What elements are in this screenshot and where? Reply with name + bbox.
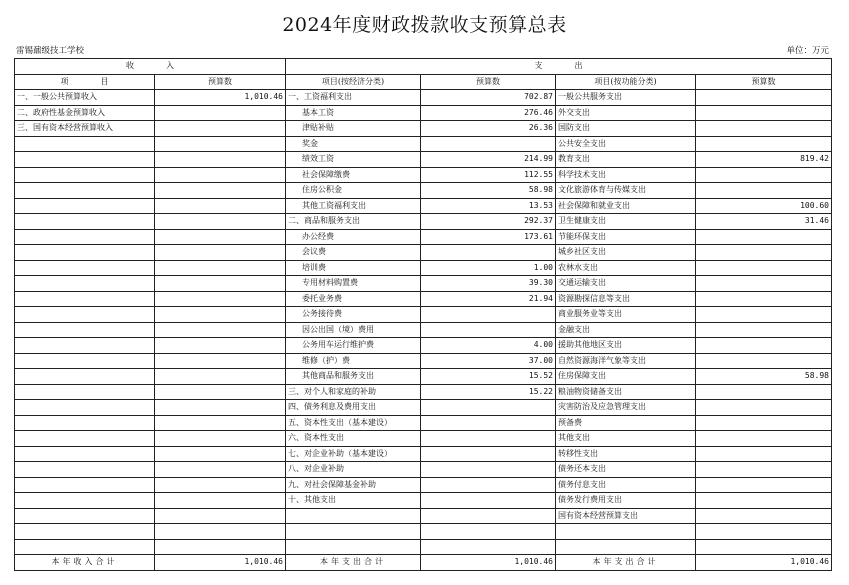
func-item-cell: 社会保障和就业支出	[556, 198, 696, 214]
income-amount-cell	[155, 229, 286, 245]
table-row	[15, 167, 832, 183]
income-amount-cell	[155, 524, 286, 540]
func-item-cell: 转移性支出	[556, 446, 696, 462]
econ-amount-cell: 276.46	[421, 105, 556, 121]
econ-item-cell: 委托业务费	[286, 291, 421, 307]
table-row	[15, 338, 832, 354]
econ-amount-cell: 15.22	[421, 384, 556, 400]
econ-amount-cell	[421, 493, 556, 509]
income-item-cell	[15, 384, 155, 400]
econ-amount-cell: 21.94	[421, 291, 556, 307]
func-item-cell: 节能环保支出	[556, 229, 696, 245]
econ-item-cell: 绩效工资	[286, 152, 421, 168]
func-amount-cell	[696, 121, 832, 137]
econ-amount-cell: 37.00	[421, 353, 556, 369]
func-amount-cell: 819.42	[696, 152, 832, 168]
table-row	[15, 446, 832, 462]
table-row	[15, 322, 832, 338]
econ-amount-cell: 39.30	[421, 276, 556, 292]
unit-label: 单位：万元	[786, 46, 829, 56]
income-total-label: 本年收入合计	[15, 555, 155, 571]
econ-item-cell: 因公出国（境）费用	[286, 322, 421, 338]
income-item-cell	[15, 524, 155, 540]
table-row	[15, 307, 832, 323]
income-amount-cell	[155, 353, 286, 369]
income-amount-cell	[155, 369, 286, 385]
income-item-cell	[15, 214, 155, 230]
func-item-cell: 交通运输支出	[556, 276, 696, 292]
econ-amount-cell	[421, 462, 556, 478]
income-item-cell	[15, 400, 155, 416]
econ-amount-cell	[421, 524, 556, 540]
econ-item-cell	[286, 539, 421, 555]
func-amount-header: 预算数	[696, 74, 832, 90]
econ-item-cell: 维修（护）费	[286, 353, 421, 369]
econ-item-cell: 其他商品和服务支出	[286, 369, 421, 385]
income-amount-cell	[155, 384, 286, 400]
func-amount-cell	[696, 353, 832, 369]
econ-amount-cell	[421, 307, 556, 323]
econ-amount-cell	[421, 400, 556, 416]
func-item-cell: 外交支出	[556, 105, 696, 121]
income-amount-cell	[155, 121, 286, 137]
table-row	[15, 276, 832, 292]
income-amount-cell	[155, 245, 286, 261]
table-row	[15, 539, 832, 555]
income-amount-cell	[155, 307, 286, 323]
func-item-cell: 灾害防治及应急管理支出	[556, 400, 696, 416]
income-amount-cell	[155, 539, 286, 555]
income-item-cell	[15, 369, 155, 385]
func-amount-cell	[696, 508, 832, 524]
income-item-cell	[15, 183, 155, 199]
income-amount-cell	[155, 183, 286, 199]
income-total-amount: 1,010.46	[155, 555, 286, 571]
econ-item-cell	[286, 508, 421, 524]
econ-item-cell: 八、对企业补助	[286, 462, 421, 478]
func-item-cell: 自然资源海洋气象等支出	[556, 353, 696, 369]
func-amount-cell: 31.46	[696, 214, 832, 230]
income-item-cell: 二、政府性基金预算收入	[15, 105, 155, 121]
income-item-cell	[15, 431, 155, 447]
header-info-row	[14, 40, 831, 58]
econ-item-cell: 住房公积金	[286, 183, 421, 199]
func-amount-cell	[696, 477, 832, 493]
econ-amount-cell: 15.52	[421, 369, 556, 385]
econ-amount-cell	[421, 539, 556, 555]
econ-amount-cell: 1.00	[421, 260, 556, 276]
table-row	[15, 214, 832, 230]
income-item-cell	[15, 260, 155, 276]
income-amount-cell	[155, 198, 286, 214]
econ-amount-cell: 26.36	[421, 121, 556, 137]
income-item-cell	[15, 136, 155, 152]
income-amount-cell	[155, 493, 286, 509]
table-row	[15, 245, 832, 261]
func-amount-cell	[696, 338, 832, 354]
table-row	[15, 462, 832, 478]
income-item-cell	[15, 415, 155, 431]
func-amount-cell	[696, 400, 832, 416]
table-row	[15, 400, 832, 416]
table-row	[15, 198, 832, 214]
func-amount-cell	[696, 493, 832, 509]
income-amount-cell	[155, 462, 286, 478]
econ-amount-cell	[421, 446, 556, 462]
func-total-label: 本年支出合计	[556, 555, 696, 571]
econ-item-cell: 专用材料购置费	[286, 276, 421, 292]
econ-amount-cell: 173.61	[421, 229, 556, 245]
organization-name: 雷锡鼐级技工学校	[16, 46, 85, 56]
econ-amount-cell	[421, 431, 556, 447]
page-title: 2024年度财政拨款收支预算总表	[282, 14, 567, 36]
income-item-cell	[15, 245, 155, 261]
table-row	[15, 183, 832, 199]
func-amount-cell	[696, 245, 832, 261]
income-item-cell	[15, 198, 155, 214]
income-amount-cell	[155, 508, 286, 524]
econ-amount-cell	[421, 477, 556, 493]
income-amount-cell	[155, 152, 286, 168]
table-row	[15, 415, 832, 431]
econ-item-cell: 七、对企业补助（基本建设）	[286, 446, 421, 462]
func-amount-cell	[696, 276, 832, 292]
econ-item-cell: 五、资本性支出（基本建设）	[286, 415, 421, 431]
func-amount-cell	[696, 415, 832, 431]
income-item-cell	[15, 167, 155, 183]
econ-amount-header: 预算数	[421, 74, 556, 90]
func-amount-cell	[696, 307, 832, 323]
table-row	[15, 493, 832, 509]
func-amount-cell	[696, 524, 832, 540]
func-amount-cell	[696, 291, 832, 307]
income-item-cell	[15, 353, 155, 369]
income-amount-cell	[155, 400, 286, 416]
func-item-cell: 金融支出	[556, 322, 696, 338]
econ-item-cell: 六、资本性支出	[286, 431, 421, 447]
income-item-cell	[15, 291, 155, 307]
func-item-cell: 国有资本经营预算支出	[556, 508, 696, 524]
econ-item-cell: 津贴补贴	[286, 121, 421, 137]
func-item-cell: 一般公共服务支出	[556, 90, 696, 106]
table-row	[15, 136, 832, 152]
income-item-cell	[15, 462, 155, 478]
income-amount-cell	[155, 291, 286, 307]
column-header-row	[15, 74, 832, 90]
income-amount-cell	[155, 415, 286, 431]
func-amount-cell: 100.60	[696, 198, 832, 214]
func-amount-cell: 58.98	[696, 369, 832, 385]
econ-total-amount: 1,010.46	[421, 555, 556, 571]
totals-row	[15, 555, 832, 571]
table-body	[15, 90, 832, 555]
income-item-cell	[15, 508, 155, 524]
econ-item-cell: 四、债务利息及费用支出	[286, 400, 421, 416]
income-item-cell	[15, 152, 155, 168]
table-row	[15, 431, 832, 447]
func-item-cell: 资源勘探信息等支出	[556, 291, 696, 307]
func-amount-cell	[696, 167, 832, 183]
econ-item-cell: 会议费	[286, 245, 421, 261]
income-item-header: 项 目	[15, 74, 155, 90]
income-item-cell	[15, 276, 155, 292]
econ-amount-cell: 292.37	[421, 214, 556, 230]
econ-amount-cell: 13.53	[421, 198, 556, 214]
income-amount-cell	[155, 431, 286, 447]
table-row	[15, 384, 832, 400]
econ-item-cell: 其他工资福利支出	[286, 198, 421, 214]
func-item-cell: 粮油物资储备支出	[556, 384, 696, 400]
table-row	[15, 229, 832, 245]
econ-item-cell: 基本工资	[286, 105, 421, 121]
econ-amount-cell	[421, 322, 556, 338]
income-amount-cell	[155, 105, 286, 121]
income-section-header: 收 入	[15, 59, 286, 75]
func-item-cell: 国防支出	[556, 121, 696, 137]
econ-item-cell: 培训费	[286, 260, 421, 276]
income-amount-cell	[155, 338, 286, 354]
income-amount-cell	[155, 214, 286, 230]
income-item-cell: 三、国有资本经营预算收入	[15, 121, 155, 137]
econ-item-cell: 奖金	[286, 136, 421, 152]
income-amount-cell: 1,010.46	[155, 90, 286, 106]
func-amount-cell	[696, 322, 832, 338]
econ-amount-cell: 112.55	[421, 167, 556, 183]
func-item-cell: 农林水支出	[556, 260, 696, 276]
econ-amount-cell: 4.00	[421, 338, 556, 354]
table-row	[15, 152, 832, 168]
table-row	[15, 121, 832, 137]
income-item-cell	[15, 229, 155, 245]
income-amount-cell	[155, 260, 286, 276]
func-item-cell: 预备费	[556, 415, 696, 431]
func-item-cell: 公共安全支出	[556, 136, 696, 152]
func-amount-cell	[696, 431, 832, 447]
income-item-cell	[15, 338, 155, 354]
table-row	[15, 105, 832, 121]
table-row	[15, 291, 832, 307]
func-item-cell	[556, 539, 696, 555]
econ-item-cell: 二、商品和服务支出	[286, 214, 421, 230]
income-amount-header: 预算数	[155, 74, 286, 90]
econ-item-cell: 九、对社会保障基金补助	[286, 477, 421, 493]
section-header-row	[15, 59, 832, 75]
func-amount-cell	[696, 462, 832, 478]
func-amount-cell	[696, 384, 832, 400]
econ-item-cell: 三、对个人和家庭的补助	[286, 384, 421, 400]
income-item-cell	[15, 477, 155, 493]
func-item-header: 项目(按功能分类)	[556, 74, 696, 90]
func-item-cell: 文化旅游体育与传媒支出	[556, 183, 696, 199]
income-amount-cell	[155, 446, 286, 462]
income-item-cell	[15, 539, 155, 555]
func-amount-cell	[696, 90, 832, 106]
func-amount-cell	[696, 229, 832, 245]
table-row	[15, 508, 832, 524]
income-amount-cell	[155, 276, 286, 292]
income-item-cell	[15, 446, 155, 462]
func-item-cell: 教育支出	[556, 152, 696, 168]
income-amount-cell	[155, 136, 286, 152]
func-item-cell: 住房保障支出	[556, 369, 696, 385]
income-item-cell	[15, 307, 155, 323]
income-amount-cell	[155, 477, 286, 493]
func-amount-cell	[696, 446, 832, 462]
func-amount-cell	[696, 136, 832, 152]
table-row	[15, 353, 832, 369]
econ-amount-cell	[421, 136, 556, 152]
func-item-cell: 卫生健康支出	[556, 214, 696, 230]
econ-amount-cell	[421, 508, 556, 524]
func-item-cell	[556, 524, 696, 540]
func-amount-cell	[696, 539, 832, 555]
func-amount-cell	[696, 183, 832, 199]
func-amount-cell	[696, 260, 832, 276]
econ-amount-cell: 58.98	[421, 183, 556, 199]
func-item-cell: 商业服务业等支出	[556, 307, 696, 323]
income-amount-cell	[155, 167, 286, 183]
econ-amount-cell	[421, 245, 556, 261]
econ-amount-cell: 702.87	[421, 90, 556, 106]
table-row	[15, 477, 832, 493]
func-item-cell: 债务付息支出	[556, 477, 696, 493]
econ-item-cell: 社会保障缴费	[286, 167, 421, 183]
econ-item-cell: 公务用车运行维护费	[286, 338, 421, 354]
table-row	[15, 524, 832, 540]
budget-table	[14, 58, 832, 571]
table-row	[15, 90, 832, 106]
func-amount-cell	[696, 105, 832, 121]
econ-item-cell: 办公经费	[286, 229, 421, 245]
table-row	[15, 369, 832, 385]
income-item-cell: 一、一般公共预算收入	[15, 90, 155, 106]
econ-total-label: 本年支出合计	[286, 555, 421, 571]
func-item-cell: 科学技术支出	[556, 167, 696, 183]
income-item-cell	[15, 322, 155, 338]
func-total-amount: 1,010.46	[696, 555, 832, 571]
econ-item-cell: 十、其他支出	[286, 493, 421, 509]
econ-item-cell	[286, 524, 421, 540]
func-item-cell: 援助其他地区支出	[556, 338, 696, 354]
econ-amount-cell	[421, 415, 556, 431]
income-amount-cell	[155, 322, 286, 338]
income-item-cell	[15, 493, 155, 509]
econ-item-cell: 公务接待费	[286, 307, 421, 323]
expense-section-header: 支 出	[286, 59, 832, 75]
func-item-cell: 债务还本支出	[556, 462, 696, 478]
econ-item-header: 项目(按经济分类)	[286, 74, 421, 90]
econ-amount-cell: 214.99	[421, 152, 556, 168]
econ-item-cell: 一、工资福利支出	[286, 90, 421, 106]
func-item-cell: 城乡社区支出	[556, 245, 696, 261]
table-row	[15, 260, 832, 276]
func-item-cell: 债务发行费用支出	[556, 493, 696, 509]
func-item-cell: 其他支出	[556, 431, 696, 447]
